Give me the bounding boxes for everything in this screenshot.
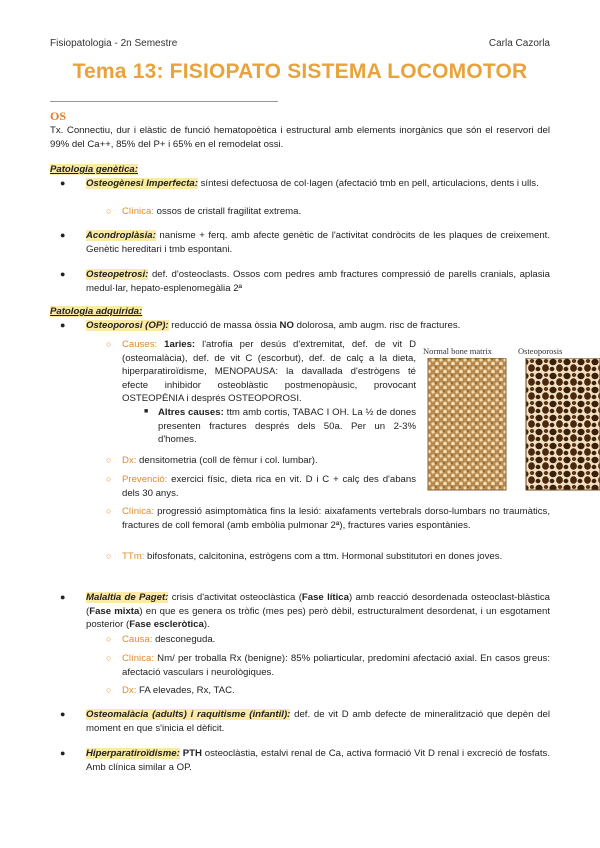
item-text: reducció de massa òssia (168, 320, 280, 331)
term-label: Osteoporosi (OP): (86, 320, 169, 331)
bold-phase: Fase escleròtica (129, 619, 204, 630)
term-label: Hiperparatiroïdisme: (86, 748, 180, 759)
page-title: Tema 13: FISIOPATO SISTEMA LOCOMOTOR (72, 60, 528, 83)
bold-phase: Fase mixta (89, 605, 140, 617)
bullet-icon: ● (60, 230, 66, 240)
sub-text: FA elevades, Rx, TAC. (136, 685, 235, 696)
section-heading-adquirida: Patologia adquirida: (50, 306, 143, 317)
bold-phase: Fase lítica (301, 592, 349, 603)
sub-label: Causes: (122, 339, 158, 350)
list-item-paget (86, 591, 550, 632)
sub-label: Clínica: (122, 506, 154, 517)
sub-label: Causa: (122, 634, 153, 645)
term-label: Osteomalàcia (adults) i raquitisme (infantil): (86, 709, 291, 720)
bullet-icon: ● (60, 748, 66, 758)
item-text: def. de vit D amb defecte de mineralització que depèn del moment en que s'inicia el dèficit. (86, 709, 550, 734)
circle-bullet-icon: ○ (106, 634, 112, 644)
bullet-icon: ● (60, 709, 66, 719)
circle-bullet-icon: ○ (106, 685, 112, 695)
sub-text: Nm/ per troballa Rx (benigne): 85% poliarticular, predomini afectació axial. En casos greus: afectació vasculars i neurològiques. (122, 653, 550, 678)
sub-item-causes (122, 338, 416, 406)
circle-bullet-icon: ○ (106, 653, 112, 663)
item-text: dolorosa, amb augm. risc de fractures. (293, 320, 461, 331)
emphasis-no: NO (279, 320, 294, 331)
circle-bullet-icon: ○ (106, 474, 112, 484)
sub-label: Prevenció: (122, 474, 168, 485)
sub-text: ttm amb cortis, TABAC I OH. La ½ de dones presenten fractures després dels 50a. Per un 2-3% d'homes. (158, 407, 417, 445)
sub-label: TTm: (122, 551, 145, 562)
sub-text: bifosfonats, calcitonina, estrògens com a ttm. Hormonal substitutori en dones joves. (144, 551, 503, 562)
sub-text: exercici físic, dieta rica en vit. D i C + calç des d'abans dels 30 anys. (122, 474, 416, 499)
page-header (50, 38, 550, 49)
square-bullet-icon: ■ (144, 408, 149, 415)
term-label: Acondroplàsia: (86, 230, 156, 241)
item-text: nanisme + ferq. amb afecte genètic de l'activitat condròcits de les plaques de creixement. Genètic hereditari i tmb espontani. (86, 230, 550, 255)
sub-label: Dx: (122, 685, 137, 696)
circle-bullet-icon: ○ (106, 339, 112, 349)
term-label: Osteopetrosi: (86, 269, 149, 280)
item-text: def. d'osteoclasts. Ossos com pedres amb fractures compressió de parells cranials, aplasia medul·lar, hepato-esplenomegàlia 2ª (86, 269, 550, 294)
bullet-icon: ● (60, 320, 66, 330)
sub-text: ossos de cristall fragilitat extrema. (154, 206, 302, 217)
circle-bullet-icon: ○ (106, 551, 112, 561)
section-heading-os: OS (50, 109, 67, 123)
bold-label: PTH (179, 748, 202, 759)
list-item-osteoporosi (86, 319, 550, 333)
header-course: Fisiopatologia - 2n Semestre (50, 38, 178, 49)
bullet-icon: ● (60, 592, 66, 602)
bullet-icon: ● (60, 178, 66, 188)
sub-text: progressió asimptomàtica fins la lesió: aixafaments vertebrals dorso-lumbars no traumàtics, fractures de coll femoral (amb embòlia pulmonar 2ª), fractures varies espontànies. (122, 506, 550, 531)
sub-item-clinica (122, 505, 550, 532)
term-label: Osteogènesi Imperfecta: (86, 178, 198, 189)
circle-bullet-icon: ○ (106, 455, 112, 465)
sub-item-prevencio (122, 473, 416, 500)
figure-label-normal: Normal bone matrix (423, 346, 492, 356)
sub-text: densitometria (coll de fèmur i col. lumbar). (136, 455, 318, 466)
list-item (86, 177, 550, 191)
bone-matrix-illustration (423, 358, 600, 498)
sub-item-dx (122, 454, 416, 468)
sub-item-clinica-paget (122, 652, 550, 679)
sub-label: Clínica: (122, 206, 154, 217)
sub-item-dx-paget (122, 684, 550, 698)
section-heading-genetica: Patologia genètica: (50, 164, 138, 175)
bullet-icon: ● (60, 269, 66, 279)
sub-item (122, 205, 550, 219)
figure-label-osteoporosis: Osteoporosis (518, 346, 563, 356)
sub-sub-item (158, 406, 416, 447)
item-text: osteoclàstia, estalvi renal de Ca, activa formació Vit D renal i excreció de fosfats. Amb clínica similar a OP. (86, 748, 551, 773)
bold-label: 1aries: (157, 339, 196, 350)
item-text: ) amb reacció desordenada osteoclast-blàstica ( (86, 592, 550, 617)
divider (50, 101, 278, 102)
bold-label: Altres causes: (158, 407, 224, 418)
list-item (86, 229, 550, 256)
circle-bullet-icon: ○ (106, 206, 112, 216)
sub-item-causa (122, 633, 550, 647)
bone-matrix-figure (423, 346, 600, 496)
intro-paragraph: Tx. Connectiu, dur i elàstic de funció hematopoètica i estructural amb elements inorgànics que són el reservori del 99% del Ca++, 85% del P+ i 65% en el remodelat ossi. (50, 125, 550, 150)
sub-text: desconeguda. (152, 634, 216, 645)
sub-label: Clínica: (122, 653, 154, 664)
list-item-hiperparatiroidisme (86, 747, 550, 774)
header-author: Carla Cazorla (488, 38, 550, 49)
item-text: ). (203, 619, 210, 630)
item-text: síntesi defectuosa de col·lagen (afectació tmb en pell, articulacions, dents i ulls. (197, 178, 539, 189)
term-label: Malaltia de Paget: (86, 592, 169, 603)
sub-text: l'atrofia per desús d'extremitat, def. de vit D (osteomalàcia), def. de vit C (escorbut), def. de calç a la dieta, hiperparatiroïdisme, MENOPAUSA: la davallada d'estrògens té efecte inhibidor osteoblàstic postmenopàusic, provocant OSTEOPÈNIA i després OSTEOPOROSI. (122, 339, 416, 404)
item-text: crisis d'activitat osteoclàstica ( (168, 592, 302, 603)
list-item-osteomalacia (86, 708, 550, 735)
circle-bullet-icon: ○ (106, 506, 112, 516)
list-item (86, 268, 550, 295)
sub-item-ttm (122, 550, 550, 564)
sub-label: Dx: (122, 455, 137, 466)
item-text: ) en que es genera os tròfic (mes pes) però dèbil, estructuralment desordenat, i un esgotament posterior ( (86, 605, 550, 630)
